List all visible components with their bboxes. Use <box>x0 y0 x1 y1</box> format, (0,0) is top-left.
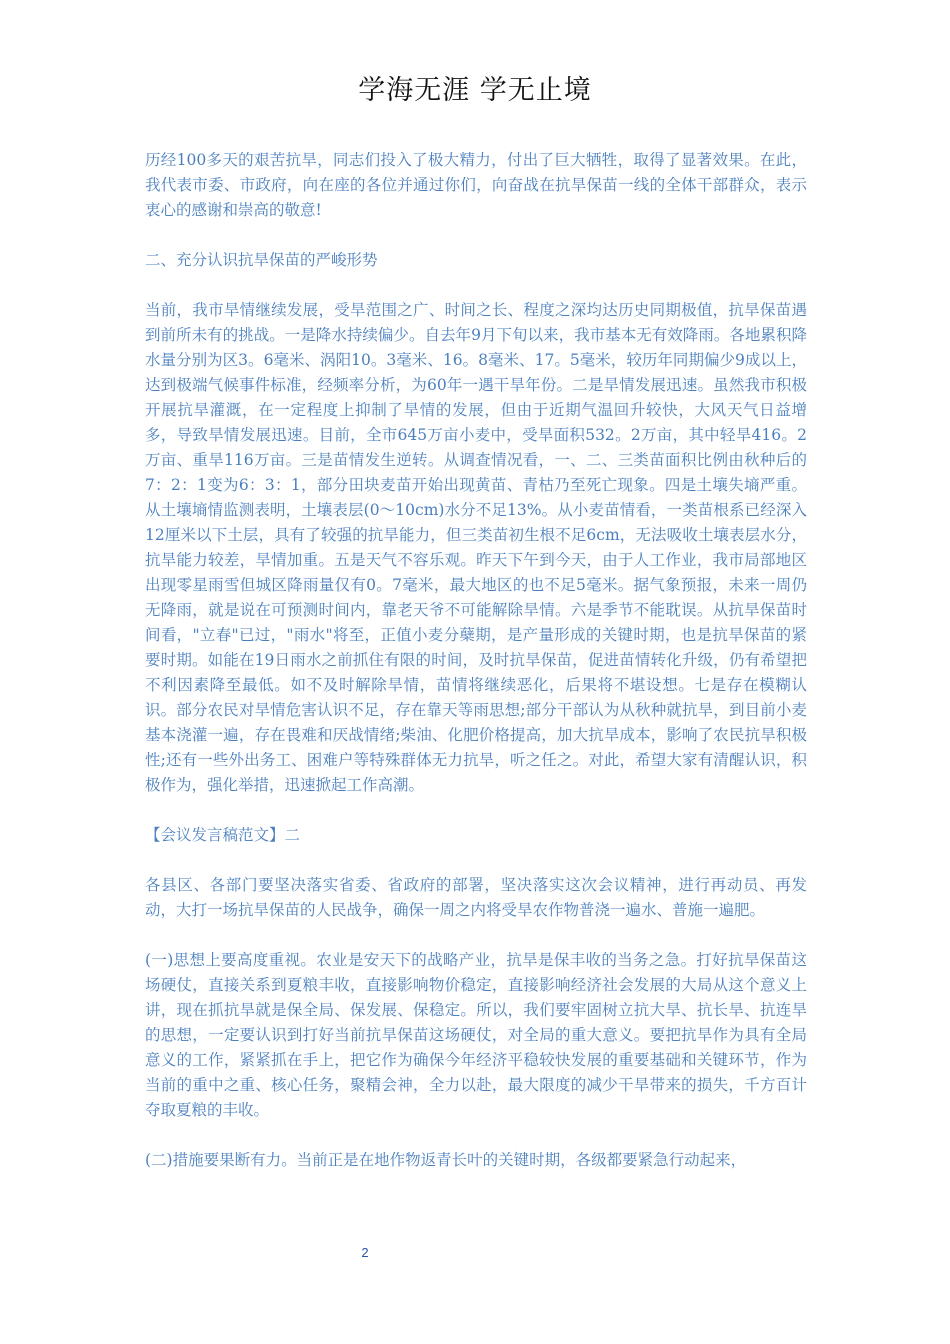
paragraph-intro: 历经100多天的艰苦抗旱，同志们投入了极大精力，付出了巨大牺牲，取得了显著效果。在此，我代表市委、市政府，向在座的各位并通过你们，向奋战在抗旱保苗一线的全体干部群众，表示衷心的感谢和崇高的敬意! <box>145 151 807 219</box>
page-number: 2 <box>361 1245 369 1260</box>
section-heading-sample: 【会议发言稿范文】二 <box>145 826 301 844</box>
page-header-title: 学海无涯 学无止境 <box>358 75 592 106</box>
paragraph-point-one: (一)思想上要高度重视。农业是安天下的战略产业，抗旱是保丰收的当务之急。打好抗旱保苗这场硬仗，直接关系到夏粮丰收，直接影响物价稳定，直接影响经济社会发展的大局从这个意义上讲，现在抓抗旱就是保全局、保发展、保稳定。所以，我们要牢固树立抗大旱、抗长旱、抗连旱的思想，一定要认识到打好当前抗旱保苗这场硬仗，对全局的重大意义。要把抗旱作为具有全局意义的工作，紧紧抓在手上，把它作为确保今年经济平稳较快发展的重要基础和关键环节，作为当前的重中之重、核心任务，聚精会神，全力以赴，最大限度的减少干旱带来的损失，千方百计夺取夏粮的丰收。 <box>145 951 807 1119</box>
document-body <box>145 148 807 1198</box>
paragraph-deployment: 各县区、各部门要坚决落实省委、省政府的部署，坚决落实这次会议精神，进行再动员、再发动，大打一场抗旱保苗的人民战争，确保一周之内将受旱农作物普浇一遍水、普施一遍肥。 <box>145 876 807 919</box>
paragraph-point-two: (二)措施要果断有力。当前正是在地作物返青长叶的关键时期，各级都要紧急行动起来， <box>145 1151 747 1169</box>
section-heading: 二、充分认识抗旱保苗的严峻形势 <box>145 251 378 269</box>
paragraph-situation: 当前，我市旱情继续发展，受旱范围之广、时间之长、程度之深均达历史同期极值，抗旱保苗遇到前所未有的挑战。一是降水持续偏少。自去年9月下旬以来，我市基本无有效降雨。各地累积降水量分别为区3。6毫米、涡阳10。3毫米、16。8毫米、17。5毫米，较历年同期偏少9成以上，达到极端气候事件标准，经频率分析，为60年一遇干旱年份。二是旱情发展迅速。虽然我市积极开展抗旱灌溉，在一定程度上抑制了旱情的发展，但由于近期气温回升较快，大风天气日益增多，导致旱情发展迅速。目前，全市645万亩小麦中，受旱面积532。2万亩，其中轻旱416。2万亩、重旱116万亩。三是苗情发生逆转。从调查情况看，一、二、三类苗面积比例由秋种后的7：2：1变为6：3：1，部分田块麦苗开始出现黄苗、青枯乃至死亡现象。四是土壤失墒严重。从土壤墒情监测表明，土壤表层(0～10cm)水分不足13%。从小麦苗情看，一类苗根系已经深入12厘米以下土层，具有了较强的抗旱能力，但三类苗初生根不足6cm，无法吸收土壤表层水分，抗旱能力较差，旱情加重。五是天气不容乐观。昨天下午到今天，由于人工作业，我市局部地区出现零星雨雪但城区降雨量仅有0。7毫米，最大地区的也不足5毫米。据气象预报，未来一周仍无降雨，就是说在可预测时间内，靠老天爷不可能解除旱情。六是季节不能耽误。从抗旱保苗时间看，"立春"已过，"雨水"将至，正值小麦分蘖期，是产量形成的关键时期，也是抗旱保苗的紧要时期。如能在19日雨水之前抓住有限的时间，及时抗旱保苗，促进苗情转化升级，仍有希望把不利因素降至最低。如不及时解除旱情，苗情将继续恶化，后果将不堪设想。七是存在模糊认识。部分农民对旱情危害认识不足，存在靠天等雨思想;部分干部认为从秋种就抗旱，到目前小麦基本浇灌一遍，存在畏难和厌战情绪;柴油、化肥价格提高，加大抗旱成本，影响了农民抗旱积极性;还有一些外出务工、困难户等特殊群体无力抗旱，听之任之。对此，希望大家有清醒认识，积极作为，强化举措，迅速掀起工作高潮。 <box>145 301 807 794</box>
